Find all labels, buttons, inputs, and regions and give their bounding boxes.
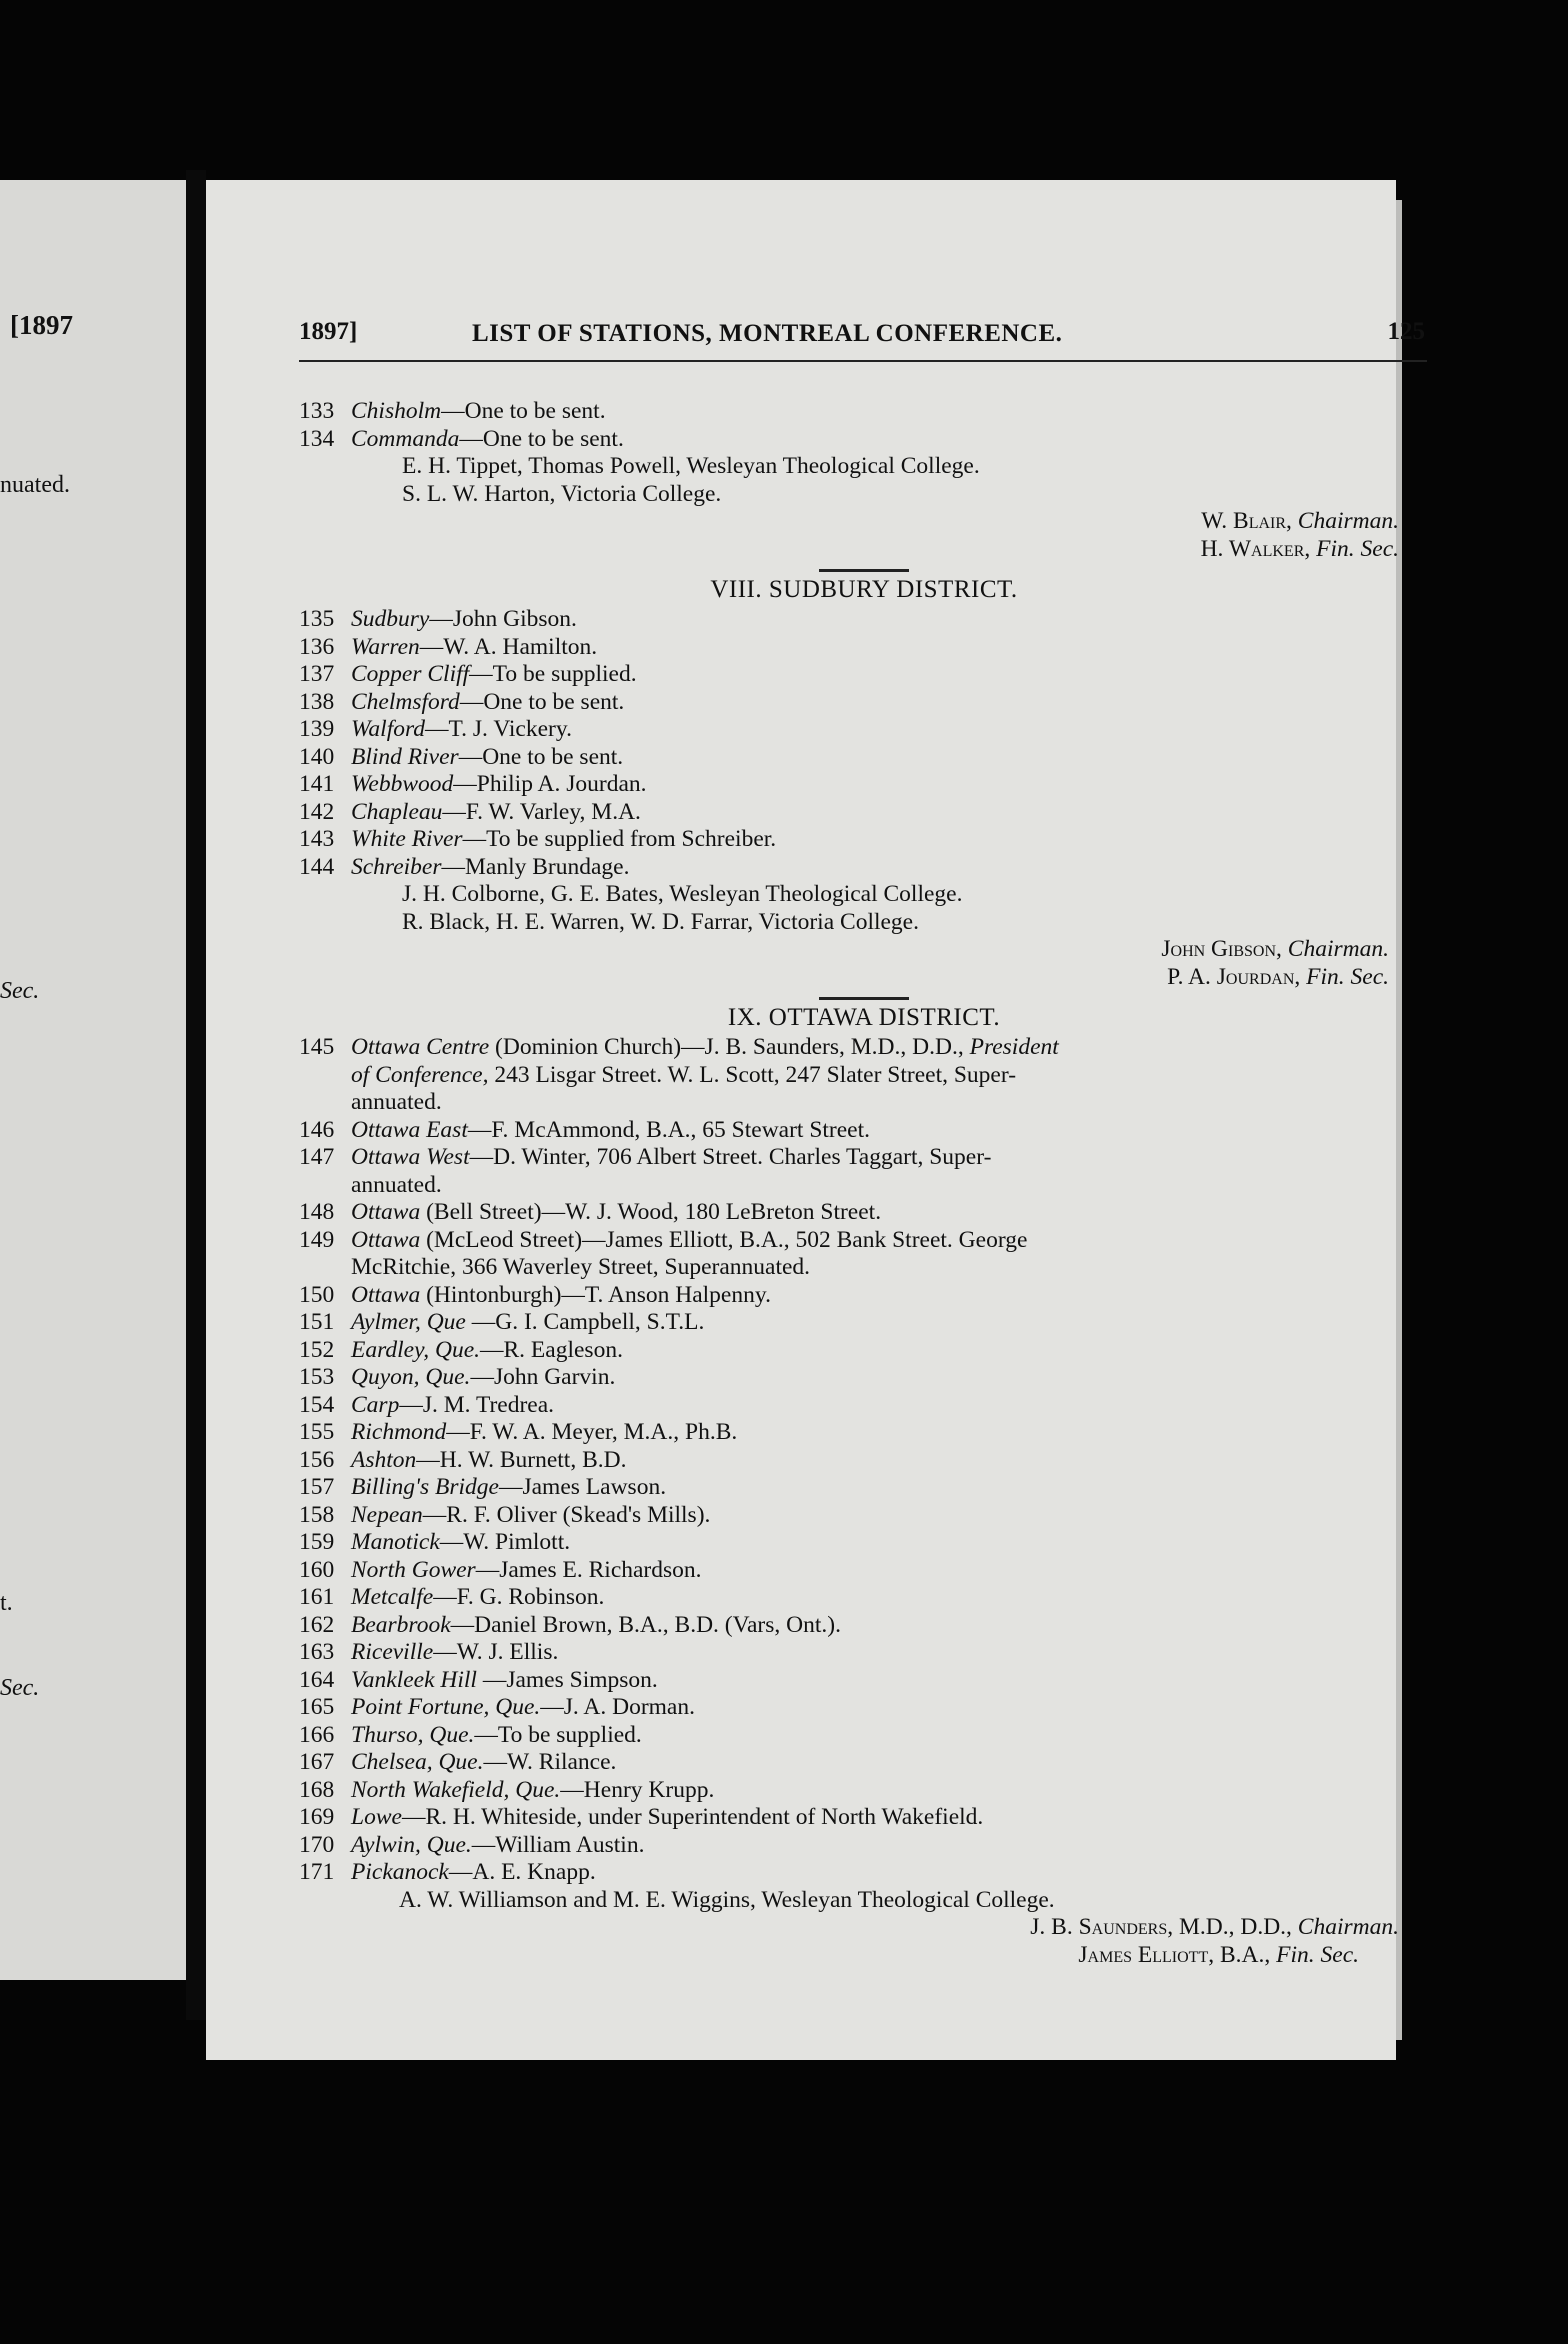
station-entry: 146 Ottawa East—F. McAmmond, B.A., 65 Stewart Street.	[299, 1116, 871, 1143]
chairman-signature: W. Blair, Chairman.	[1201, 508, 1399, 534]
secretary-signature: James Elliott, B.A., Fin. Sec.	[1078, 1941, 1359, 1968]
station-entry-continued: McRitchie, 366 Waverley Street, Superannuated.	[351, 1254, 811, 1280]
district-heading: VIII. SUDBURY DISTRICT.	[710, 576, 1018, 603]
station-entry: 163 Riceville—W. J. Ellis.	[299, 1639, 559, 1665]
book-gutter	[186, 170, 206, 2020]
station-entry: 156 Ashton—H. W. Burnett, B.D.	[299, 1446, 627, 1473]
page-header	[299, 318, 1429, 352]
left-page-fragment	[0, 180, 186, 1980]
station-entry: 144 Schreiber—Manly Brundage.	[299, 853, 630, 880]
station-entry-continued: of Conference, 243 Lisgar Street. W. L. Scott, 247 Slater Street, Super-	[351, 1061, 1017, 1088]
left-page-header: [1897	[10, 310, 73, 340]
station-entry: 141 Webbwood—Philip A. Jourdan.	[299, 771, 647, 797]
station-entry-continued: annuated.	[351, 1089, 442, 1115]
station-entry: 145 Ottawa Centre (Dominion Church)—J. B. Saunders, M.D., D.D., President	[299, 1034, 1059, 1060]
block3	[299, 1034, 1429, 1969]
station-entry: 164 Vankleek Hill —James Simpson.	[299, 1666, 658, 1693]
station-entry: 140 Blind River—One to be sent.	[299, 743, 624, 770]
chairman-signature: John Gibson, Chairman.	[1161, 936, 1389, 962]
block2	[299, 606, 1429, 991]
station-entry: 150 Ottawa (Hintonburgh)—T. Anson Halpenny.	[299, 1281, 771, 1308]
station-entry: 138 Chelmsford—One to be sent.	[299, 688, 625, 715]
college-note: J. H. Colborne, G. E. Bates, Wesleyan Theological College.	[402, 881, 963, 907]
station-entry: 147 Ottawa West—D. Winter, 706 Albert Street. Charles Taggart, Super-	[299, 1144, 992, 1170]
station-entry: 133 Chisholm—One to be sent.	[299, 398, 606, 424]
station-entry: 169 Lowe—R. H. Whiteside, under Superintendent of North Wakefield.	[299, 1804, 984, 1830]
header-rule	[299, 360, 1427, 362]
station-entry: 158 Nepean—R. F. Oliver (Skead's Mills).	[299, 1501, 711, 1528]
section-rule	[819, 997, 909, 1000]
college-note: R. Black, H. E. Warren, W. D. Farrar, Victoria College.	[402, 908, 919, 935]
station-entry: 139 Walford—T. J. Vickery.	[299, 716, 572, 742]
station-entry: 162 Bearbrook—Daniel Brown, B.A., B.D. (Vars, Ont.).	[299, 1611, 841, 1638]
station-entry: 159 Manotick—W. Pimlott.	[299, 1529, 571, 1555]
college-note: A. W. Williamson and M. E. Wiggins, Wesleyan Theological College.	[399, 1886, 1055, 1913]
left-page-text: Sec.	[0, 1675, 40, 1701]
station-entry: 168 North Wakefield, Que.—Henry Krupp.	[299, 1776, 715, 1803]
station-entry: 167 Chelsea, Que.—W. Rilance.	[299, 1749, 617, 1775]
station-entry: 151 Aylmer, Que —G. I. Campbell, S.T.L.	[299, 1309, 705, 1335]
station-entry: 152 Eardley, Que.—R. Eagleson.	[299, 1336, 623, 1363]
left-page-text: nuated.	[0, 472, 70, 498]
left-page-text: t.	[0, 1590, 13, 1616]
station-entry: 160 North Gower—James E. Richardson.	[299, 1556, 702, 1583]
college-note: S. L. W. Harton, Victoria College.	[402, 480, 722, 507]
header-year: 1897]	[299, 318, 358, 345]
station-entry: 149 Ottawa (McLeod Street)—James Elliott, B.A., 502 Bank Street. George	[299, 1226, 1028, 1253]
station-entry: 157 Billing's Bridge—James Lawson.	[299, 1474, 667, 1500]
station-entry: 153 Quyon, Que.—John Garvin.	[299, 1364, 616, 1390]
station-entry: 135 Sudbury—John Gibson.	[299, 606, 577, 632]
header-title: LIST OF STATIONS, MONTREAL CONFERENCE.	[472, 320, 1063, 347]
station-entry: 165 Point Fortune, Que.—J. A. Dorman.	[299, 1694, 695, 1720]
station-entry: 155 Richmond—F. W. A. Meyer, M.A., Ph.B.	[299, 1419, 738, 1445]
college-note: E. H. Tippet, Thomas Powell, Wesleyan Theological College.	[402, 453, 980, 479]
page-number: 125	[1387, 318, 1425, 345]
station-entry: 171 Pickanock—A. E. Knapp.	[299, 1859, 596, 1885]
district-heading: IX. OTTAWA DISTRICT.	[727, 1004, 1001, 1031]
station-entry: 143 White River—To be supplied from Schreiber.	[299, 826, 777, 852]
station-entry: 137 Copper Cliff—To be supplied.	[299, 661, 637, 687]
secretary-signature: P. A. Jourdan, Fin. Sec.	[1167, 963, 1389, 990]
station-entry: 166 Thurso, Que.—To be supplied.	[299, 1721, 642, 1748]
station-entry: 161 Metcalfe—F. G. Robinson.	[299, 1584, 605, 1610]
chairman-signature: J. B. Saunders, M.D., D.D., Chairman.	[1030, 1914, 1399, 1940]
station-entry-continued: annuated.	[351, 1171, 442, 1198]
station-entry: 154 Carp—J. M. Tredrea.	[299, 1391, 555, 1418]
page	[206, 180, 1425, 2060]
station-entry: 134 Commanda—One to be sent.	[299, 425, 624, 452]
station-entry: 136 Warren—W. A. Hamilton.	[299, 633, 598, 660]
station-entry: 142 Chapleau—F. W. Varley, M.A.	[299, 798, 641, 825]
section-rule	[819, 569, 909, 572]
page-content	[299, 398, 1429, 1969]
left-page-text: Sec.	[0, 978, 40, 1004]
station-entry: 148 Ottawa (Bell Street)—W. J. Wood, 180 LeBreton Street.	[299, 1199, 882, 1225]
station-entry: 170 Aylwin, Que.—William Austin.	[299, 1831, 645, 1858]
secretary-signature: H. Walker, Fin. Sec.	[1200, 535, 1399, 562]
block1	[299, 398, 1429, 563]
